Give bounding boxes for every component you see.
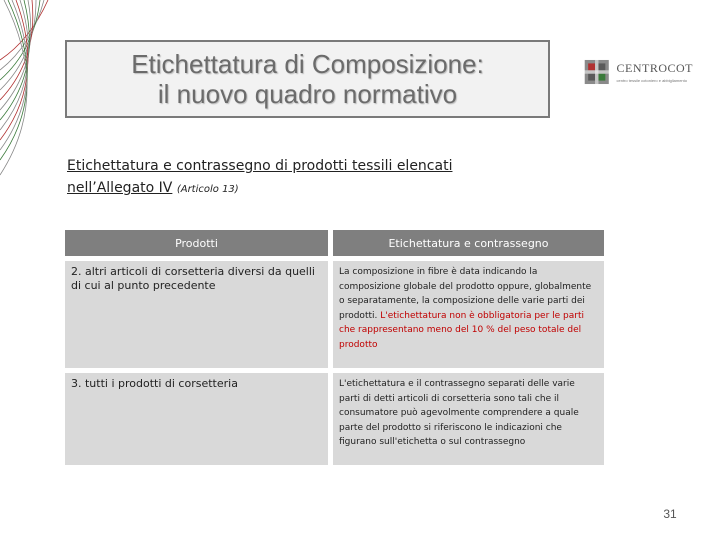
row-2-labelling-text: L'etichettatura e il contrassegno separati delle varie parti di detti articoli di corsetteria sono tali che il consumatore può agevolmente comprendere a quale parte del prodotto si riferiscono le indicazioni che figurano sull'etichetta o sul contrassegno <box>339 379 579 447</box>
centrocot-logo <box>583 54 693 90</box>
logo-tagline: centro tessile cotoniero e abbigliamento <box>616 78 687 83</box>
subtitle-article-note: (Articolo 13) <box>176 184 239 195</box>
row-1-labelling-text: La composizione in fibre è data indicando la composizione globale del prodotto oppure, globalmente o separatamente, la composizione delle varie parti dei prodotti. <box>339 267 592 321</box>
row-2-product: 3. tutti i prodotti di corsetteria <box>65 373 328 465</box>
section-subtitle <box>67 155 547 201</box>
row-1-product: 2. altri articoli di corsetteria diversi da quelli di cui al punto precedente <box>65 261 328 368</box>
logo-name: CENTROCOT <box>616 61 693 75</box>
slide-title-line-2: il nuovo quadro normativo <box>157 79 458 109</box>
subtitle-line-2: nell’Allegato IV <box>67 180 173 196</box>
row-2-labelling <box>333 373 604 465</box>
row-1-labelling <box>333 261 604 368</box>
table-row <box>65 261 604 368</box>
table-row <box>65 373 604 465</box>
header-labelling: Etichettatura e contrassegno <box>333 230 604 256</box>
labelling-table <box>65 230 604 465</box>
slide-title-line-1: Etichettatura di Composizione: <box>131 49 484 79</box>
header-products: Prodotti <box>65 230 328 256</box>
logo-mark-icon <box>583 56 611 88</box>
row-1-labelling-highlight: L'etichettatura non è obbligatoria per le parti che rappresentano meno del 10 % del peso totale del prodotto <box>339 310 584 350</box>
page-number: 31 <box>663 507 677 521</box>
slide-title <box>65 40 550 118</box>
decorative-corner-lines <box>0 0 60 200</box>
subtitle-line-1: Etichettatura e contrassegno di prodotti tessili elencati <box>67 158 453 174</box>
